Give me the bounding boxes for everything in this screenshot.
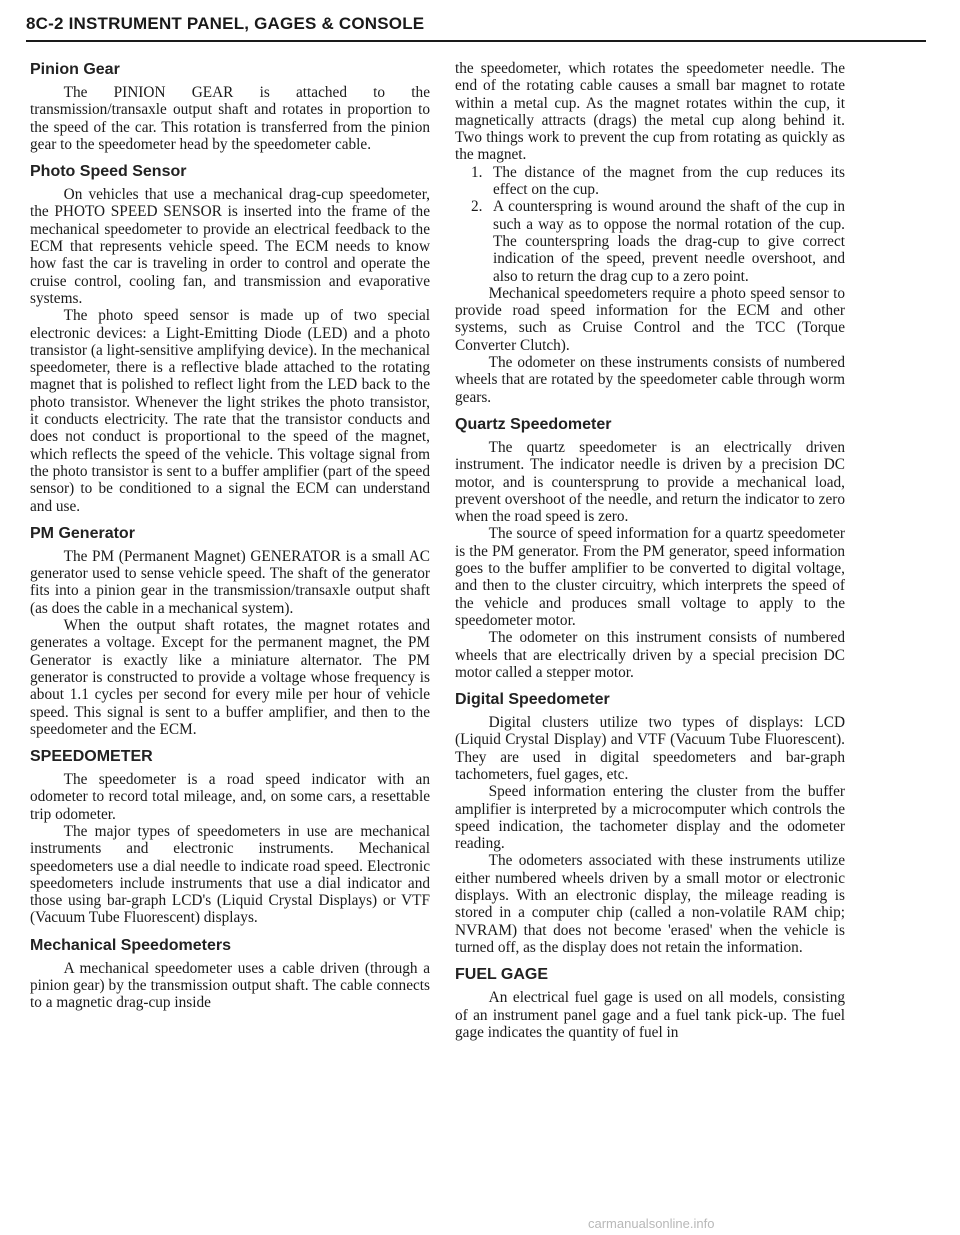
- heading-photo-speed-sensor: Photo Speed Sensor: [30, 163, 187, 181]
- heading-speedometer: SPEEDOMETER: [30, 748, 153, 766]
- list-number: 2.: [471, 198, 483, 216]
- paragraph-pm-generator-2: When the output shaft rotates, the magnet rotates and generates a voltage. Except for the permanent magnet, the PM Generator is exactly like a miniature alternator. The PM generator is constructed to provide a voltage whose frequency is about 1.1 cycles per second for every mile per hour of vehicle speed. This signal is sent to a buffer amplifier, and then to the speedometer and the ECM.: [30, 617, 430, 738]
- paragraph-pinion-gear: The PINION GEAR is attached to the transmission/transaxle output shaft and rotates in proportion to the speed of the car. This rotation is transferred from the pinion gear to the speedometer head by the speedometer cable.: [30, 84, 430, 153]
- heading-digital-speedometer: Digital Speedometer: [455, 691, 610, 709]
- right-column: [455, 60, 845, 1041]
- paragraph-digital-3: The odometers associated with these instruments utilize either numbered wheels driven by a small motor or electronic displays. With an electronic display, the mileage reading is stored in a computer chip (called a non-volatile RAM chip; NVRAM) that does not become 'erased' when the vehicle is turned off, as the display does not retain the information.: [455, 852, 845, 956]
- heading-mechanical-speedometers: Mechanical Speedometers: [30, 936, 231, 954]
- list-item: [455, 198, 845, 284]
- paragraph-mechanical-2: Mechanical speedometers require a photo speed sensor to provide road speed information for the ECM and other systems, such as Cruise Control and the TCC (Torque Converter Clutch).: [455, 284, 845, 354]
- left-column: [30, 60, 430, 1012]
- paragraph-speedometer-1: The speedometer is a road speed indicator with an odometer to record total mileage, and, on some cars, a resettable trip odometer.: [30, 771, 430, 823]
- paragraph-quartz-1: The quartz speedometer is an electrically driven instrument. The indicator needle is driven by a precision DC motor, and is countersprung to provide a mechanical load, prevent overshoot of the needle, and return the indicator to zero when the road speed is zero.: [455, 438, 845, 526]
- paragraph-photo-sensor-1: On vehicles that use a mechanical drag-cup speedometer, the PHOTO SPEED SENSOR is inserted into the frame of the mechanical speedometer to provide an electrical feedback to the ECM that represents vehicle speed. The ECM needs to know how fast the car is traveling in order to control and operate the cruise control, cooling fan, and transmission and evaporative systems.: [30, 186, 430, 307]
- paragraph-photo-sensor-2: The photo speed sensor is made up of two special electronic devices: a Light-Emitting Diode (LED) and a photo transistor (a light-sensitive amplifying device). In the mechanical speedometer, there is a reflective blade attached to the rotating magnet that is polished to reflect light from the LED back to the photo transistor. Whenever the light strikes the photo transistor, it conducts electricity. The rate that the transistor conducts and does not conduct is proportional to the speed of the magnet, which reflects the speed of the vehicle. This voltage signal from the photo transistor is sent to a buffer amplifier (part of the speed sensor) to be conditioned to a signal the ECM can understand and use.: [30, 307, 430, 515]
- paragraph-speedometer-2: The major types of speedometers in use are mechanical instruments and electronic instruments. Mechanical speedometers use a dial needle to indicate road speed. Electronic speedometers include instruments that use a dial indicator and those using bar-graph LCD's (Liquid Crystal Displays) or VTF (Vacuum Tube Fluorescent) displays.: [30, 822, 430, 927]
- list-text: A counterspring is wound around the shaft of the cup in such a way as to oppose the normal rotation of the cup. The counterspring loads the drag-cup to give correct indication of the speed, prevent needle overshoot, and also to return the drag cup to a zero point.: [493, 198, 845, 285]
- list-item: [455, 164, 845, 199]
- heading-quartz-speedometer: Quartz Speedometer: [455, 415, 612, 433]
- header-rule: [26, 40, 926, 42]
- counter-forces-list: [455, 164, 845, 285]
- paragraph-mechanical-1: A mechanical speedometer uses a cable driven (through a pinion gear) by the transmission output shaft. The cable connects to a magnetic drag-cup inside: [30, 959, 430, 1012]
- paragraph-mechanical-3: The odometer on these instruments consists of numbered wheels that are rotated by the speedometer cable through worm gears.: [455, 354, 845, 406]
- paragraph-quartz-2: The source of speed information for a quartz speedometer is the PM generator. From the PM generator, speed information goes to the buffer amplifier to be converted to digital voltage, and then to the cluster circuitry, which interprets the speed of the vehicle and produces small voltage to apply to the speedometer motor.: [455, 525, 845, 629]
- paragraph-pm-generator-1: The PM (Permanent Magnet) GENERATOR is a small AC generator used to sense vehicle speed. The shaft of the generator fits into a pinion gear in the transmission/transaxle output shaft (as does the cable in a mechanical system).: [30, 547, 430, 617]
- page-title: 8C-2 INSTRUMENT PANEL, GAGES & CONSOLE: [26, 14, 425, 33]
- paragraph-quartz-3: The odometer on this instrument consists of numbered wheels that are electrically driven by a special precision DC motor called a stepper motor.: [455, 629, 845, 681]
- watermark-text: carmanualsonline.info: [588, 1216, 715, 1231]
- heading-pinion-gear: Pinion Gear: [30, 61, 120, 78]
- heading-fuel-gage: FUEL GAGE: [455, 966, 549, 984]
- paragraph-digital-1: Digital clusters utilize two types of displays: LCD (Liquid Crystal Display) and VTF (Vacuum Tube Fluorescent). They are used in digital speedometers and bar-graph tachometers, fuel gages, etc.: [455, 714, 845, 783]
- paragraph-mechanical-continued: the speedometer, which rotates the speedometer needle. The end of the rotating cable causes a small bar magnet to rotate within a metal cup. As the magnet rotates within the cup, it magnetically attracts (drags) the metal cup along behind it. Two things work to prevent the cup from rotating as quickly as the magnet.: [455, 60, 845, 164]
- page-header: [26, 14, 926, 34]
- list-number: 1.: [471, 163, 483, 181]
- paragraph-digital-2: Speed information entering the cluster from the buffer amplifier is interpreted by a microcomputer which controls the speed indication, the tachometer display and the odometer reading.: [455, 783, 845, 853]
- paragraph-fuel-gage-1: An electrical fuel gage is used on all models, consisting of an instrument panel gage and a fuel tank pick-up. The fuel gage indicates the quantity of fuel in: [455, 989, 845, 1041]
- heading-pm-generator: PM Generator: [30, 524, 135, 542]
- list-text: The distance of the magnet from the cup reduces its effect on the cup.: [493, 163, 845, 199]
